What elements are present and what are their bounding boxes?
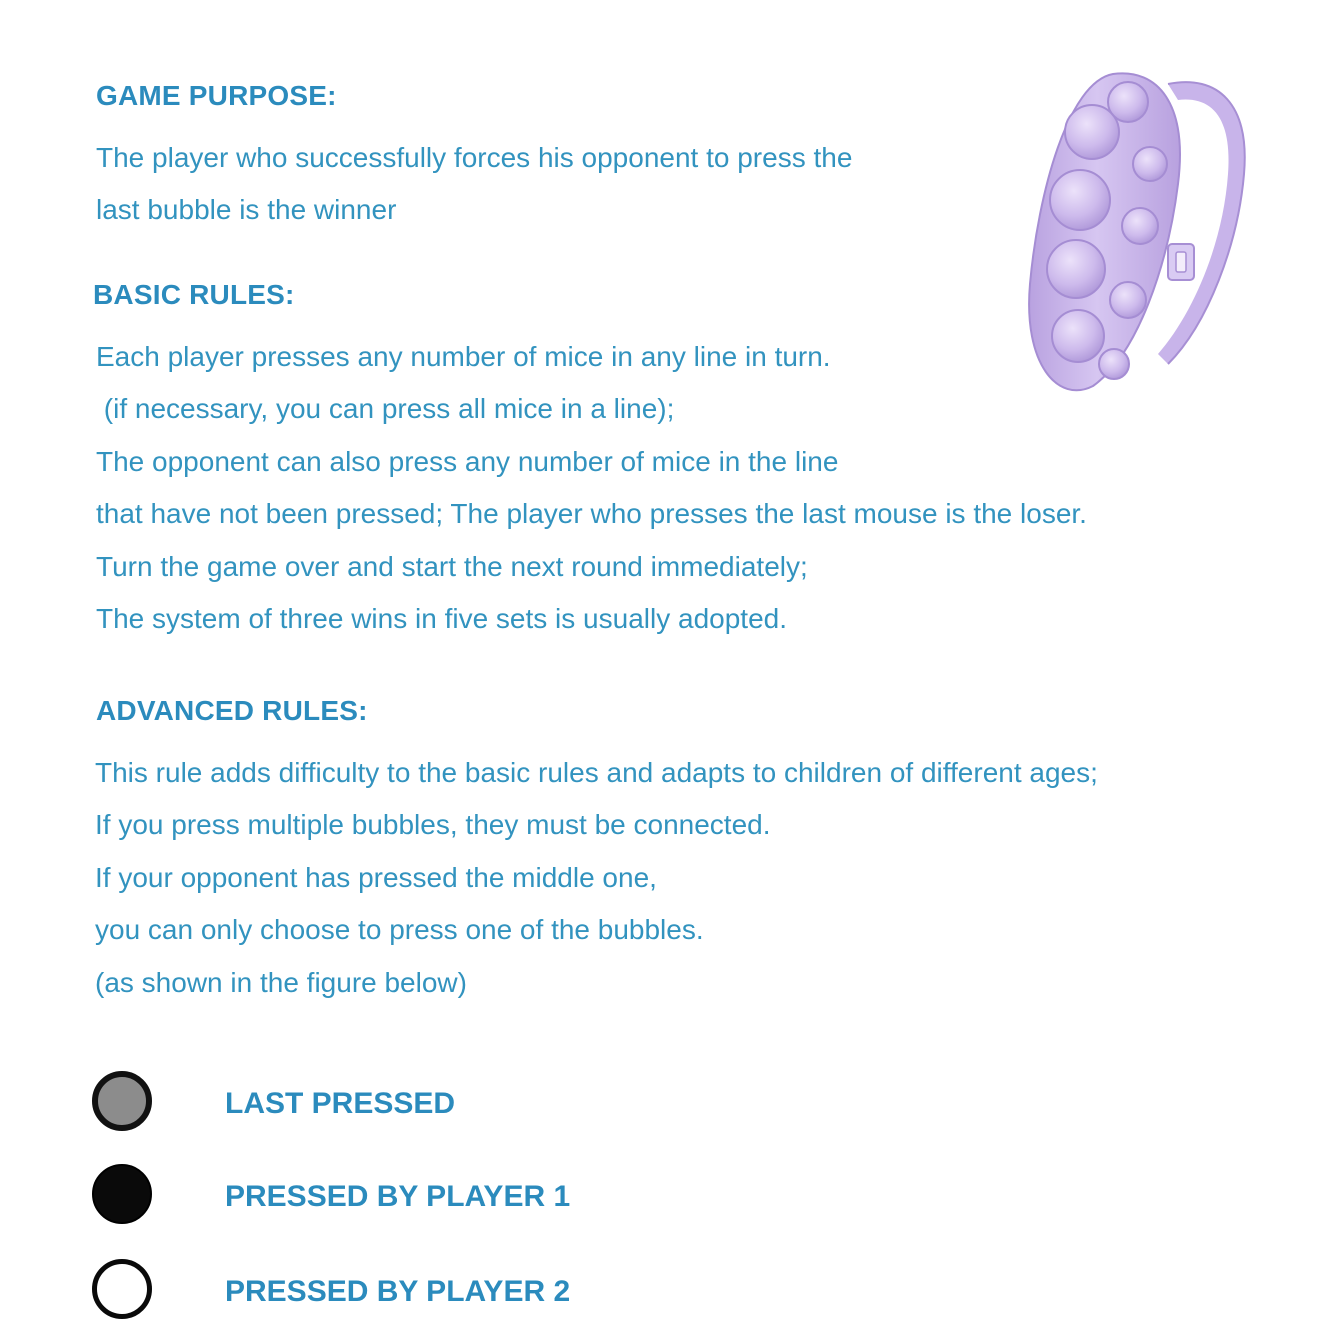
- text-line: Each player presses any number of mice in any line in turn.: [96, 341, 831, 372]
- game-purpose-text: [96, 132, 852, 237]
- text-line: If you press multiple bubbles, they must be connected.: [95, 809, 771, 841]
- advanced-rules-heading: ADVANCED RULES:: [96, 695, 368, 726]
- game-purpose-heading: GAME PURPOSE:: [96, 80, 337, 111]
- text-line: Turn the game over and start the next round immediately;: [96, 550, 808, 582]
- text-line: If your opponent has pressed the middle one,: [95, 861, 657, 893]
- game-purpose-section: [96, 82, 852, 237]
- white-bubble-icon: [92, 1259, 152, 1319]
- text-line: (as shown in the figure below): [95, 966, 467, 998]
- text-line: that have not been pressed; The player who presses the last mouse is the loser.: [96, 498, 1087, 530]
- text-line: (if necessary, you can press all mice in a line);: [96, 393, 675, 425]
- basic-rules-section: [93, 281, 1087, 645]
- basic-rules-heading: BASIC RULES:: [93, 279, 295, 310]
- legend-label: LAST PRESSED: [225, 1087, 456, 1120]
- text-line: last bubble is the winner: [96, 194, 397, 226]
- legend-label: PRESSED BY PLAYER 1: [225, 1180, 571, 1213]
- text-line: The player who successfully forces his opponent to press the: [96, 142, 853, 173]
- advanced-rules-section: [96, 697, 1098, 1009]
- legend-label: PRESSED BY PLAYER 2: [225, 1275, 571, 1308]
- purple-pop-bubble-bracelet-icon: [1018, 64, 1250, 396]
- text-line: The opponent can also press any number of mice in the line: [96, 445, 839, 477]
- basic-rules-text: [96, 331, 1087, 645]
- text-line: This rule adds difficulty to the basic rules and adapts to children of different ages;: [95, 757, 1098, 788]
- black-bubble-icon: [92, 1164, 152, 1224]
- gray-bubble-icon: [92, 1071, 152, 1131]
- advanced-rules-text: [95, 747, 1098, 1009]
- text-line: The system of three wins in five sets is usually adopted.: [96, 603, 787, 635]
- text-line: you can only choose to press one of the bubbles.: [95, 914, 704, 946]
